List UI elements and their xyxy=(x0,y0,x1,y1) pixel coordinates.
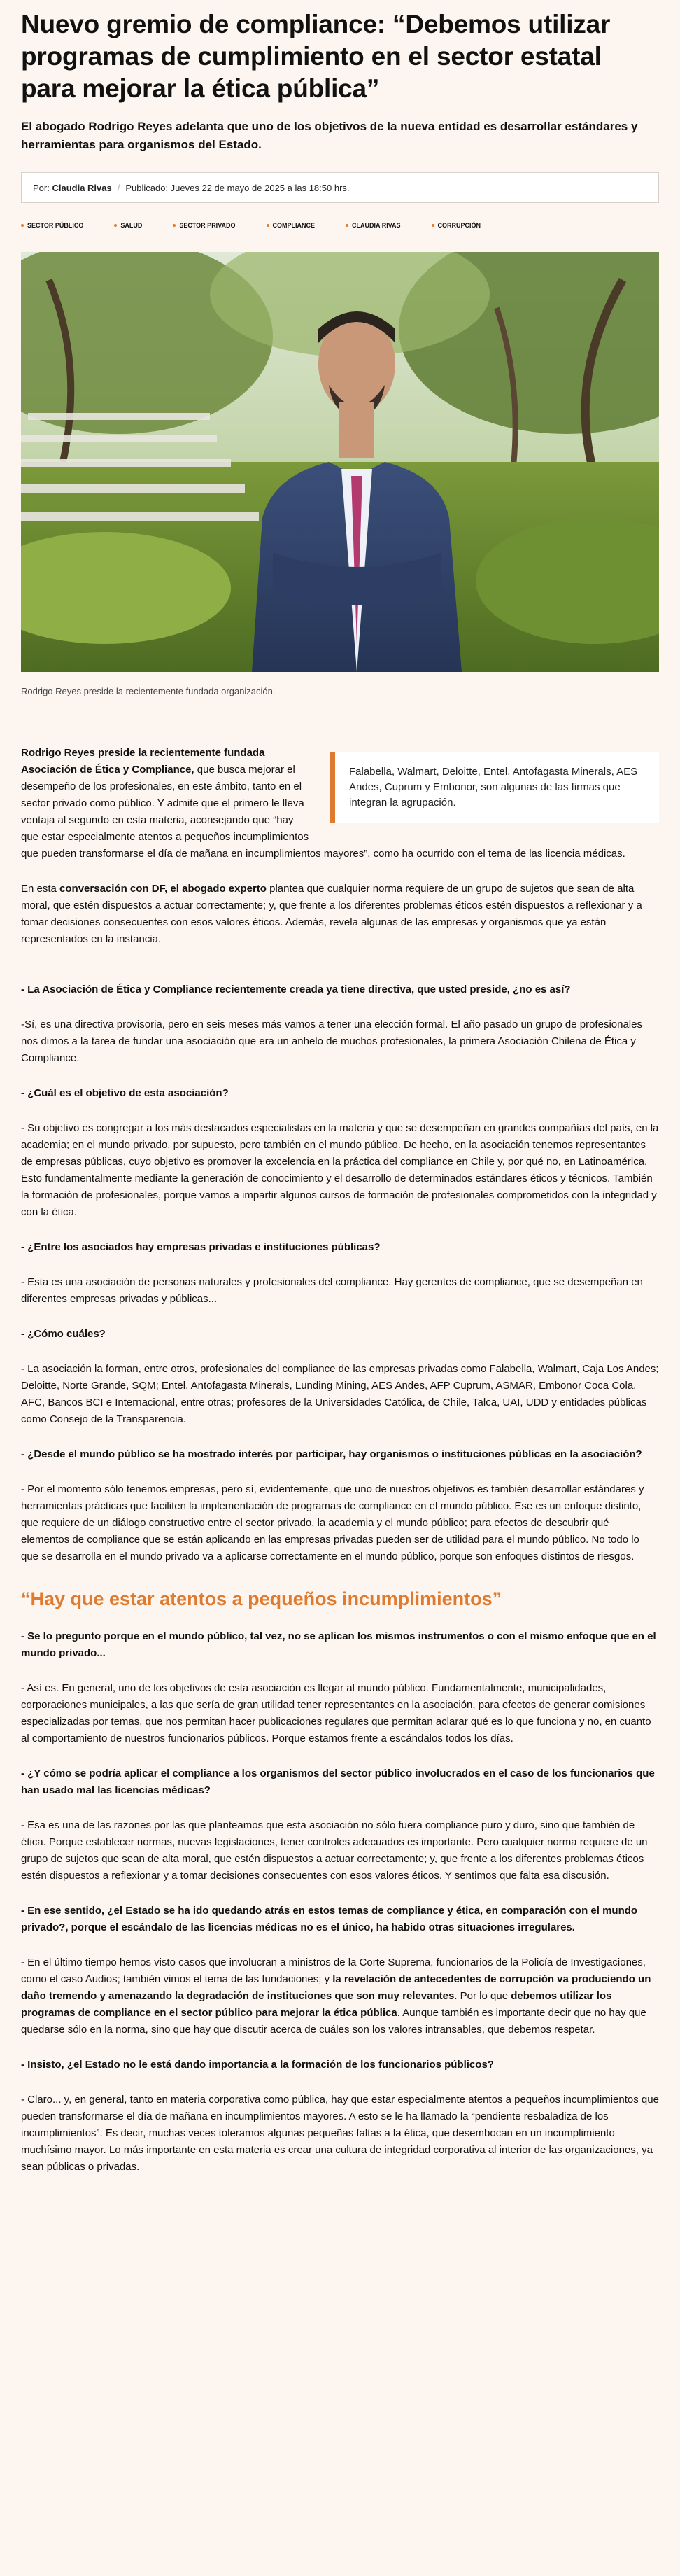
hero-photo xyxy=(21,252,659,672)
tag-sector-privado[interactable]: SECTOR PRIVADO xyxy=(173,222,235,229)
question-1: - La Asociación de Ética y Compliance recientemente creada ya tiene directiva, que usted preside, ¿no es así? xyxy=(21,983,571,995)
image-caption: Rodrigo Reyes preside la recientemente fundada organización. xyxy=(21,686,659,708)
tag-dot-icon xyxy=(346,224,348,227)
byline-separator: / xyxy=(117,182,120,193)
question-8: - En ese sentido, ¿el Estado se ha ido quedando atrás en estos temas de compliance y ética, en comparación con el mundo privado?, porque el escándalo de las licencias médicas no es el único, ha habido otras situaciones irregulares. xyxy=(21,1905,638,1933)
pull-quote: Falabella, Walmart, Deloitte, Entel, Antofagasta Minerals, AES Andes, Cuprum y Embonor, son algunas de las firmas que integran la agrupación. xyxy=(330,752,659,823)
tag-dot-icon xyxy=(432,224,434,227)
tag-dot-icon xyxy=(267,224,269,227)
answer-5: - Por el momento sólo tenemos empresas, pero sí, evidentemente, que uno de nuestros objetivos es también desarrollar estándares y herramientas prácticas que faciliten la implementación de programas de compliance en el mundo público. Ese es un enfoque distinto, que requiere de un diálogo constructivo entre el sector privado, la academia y el mundo público; para efectos de descubrir qué elementos de compliance que se están aplicando en las empresas privadas pueden ser de utilidad para el mundo público. No todo lo que se desarrolla en el mundo privado va a aplicarse correctamente en el mundo público, porque son enfoques distintos de riesgos. xyxy=(21,1483,644,1562)
answer-7: - Esa es una de las razones por las que planteamos que esta asociación no sólo fuera compliance puro y duro, sino que también de ética. Porque establecer normas, nuevas legislaciones, tener controles adecuados es importante. Pero cualquier norma requiere de un grupo de sujetos que sean de alta moral, que estén dispuestos a actuar correctamente; y, que frente a los diferentes problemas éticos estén dispuestos a reflexionar y a tomar decisiones consecuentes con esos valores éticos. Y sentimos que falta esa discusión. xyxy=(21,1819,648,1882)
byline xyxy=(21,172,659,203)
intro-paragraph: Rodrigo Reyes preside la recientemente fundada Asociación de Ética y Compliance, que busca mejorar el desempeño de los profesionales, en este ámbito, tanto en el sector privado como público. Y admite que el primero le lleva ventaja al segundo en esta materia, aconsejando que “hay que estar especialmente atentos a pequeños incumplimientos que pueden transformarse el día de mañana en incumplimientos mayores”, como ha ocurrido con el tema de las licencia médicas. xyxy=(21,747,625,860)
tag-compliance[interactable]: COMPLIANCE xyxy=(267,222,316,229)
question-4: - ¿Cómo cuáles? xyxy=(21,1328,106,1340)
answer-2: - Su objetivo es congregar a los más destacados especialistas en la materia y que se desempeñan en grandes compañías del país, en la academia; en el mundo privado, por supuesto, pero también en el mundo público. De hecho, en la asociación tenemos representantes de empresas públicas, cuyo objetivo es promover la excelencia en la práctica del compliance en Chile y, por qué no, en Latinoamérica. Esto fundamentalmente mediante la generación de conocimiento y el desarrollo de determinados estándares éticos y técnicos. También la formación de profesionales, porque vamos a impartir algunos cursos de formación de profesionales comprometidos con la integridad y con la ética. xyxy=(21,1122,659,1218)
tag-claudia-rivas[interactable]: CLAUDIA RIVAS xyxy=(346,222,401,229)
tag-sector-publico[interactable]: SECTOR PÚBLICO xyxy=(21,222,83,229)
tag-list xyxy=(21,218,659,232)
tag-dot-icon xyxy=(114,224,117,227)
answer-9: - Claro... y, en general, tanto en materia corporativa como pública, hay que estar especialmente atentos a pequeños incumplimientos que pueden transformarse el día de mañana en incumplimientos mayores. A esto se le ha llamado la “pendiente resbaladiza de los incumplimientos”. Es decir, muchas veces toleramos algunas pequeñas faltas a la ética, que desembocan en un incumplimiento muchísimo mayor. Lo más importante en esta materia es crear una cultura de integridad corporativa al interior de las organizaciones, ya sean públicas o privadas. xyxy=(21,2094,659,2173)
tag-dot-icon xyxy=(21,224,24,227)
question-6: - Se lo pregunto porque en el mundo público, tal vez, no se aplican los mismos instrumentos o con el mismo enfoque que en el mundo privado... xyxy=(21,1630,656,1659)
section-heading: “Hay que estar atentos a pequeños incumplimientos” xyxy=(21,1588,502,1609)
answer-1: -Sí, es una directiva provisoria, pero en seis meses más vamos a tener una elección formal. El año pasado un grupo de profesionales nos dimos a la tarea de fundar una asociación que era un anhelo de muchos profesionales, la primera Asociación Chilena de Ética y Compliance. xyxy=(21,1018,642,1064)
tag-salud[interactable]: SALUD xyxy=(114,222,142,229)
tag-dot-icon xyxy=(173,224,176,227)
question-2: - ¿Cuál es el objetivo de esta asociación? xyxy=(21,1087,229,1099)
article-subtitle: El abogado Rodrigo Reyes adelanta que uno de los objetivos de la nueva entidad es desarrollar estándares y herramientas para organismos del Estado. xyxy=(21,120,638,151)
question-7: - ¿Y cómo se podría aplicar el compliance a los organismos del sector público involucrados en el caso de los funcionarios que han usado mal las licencias médicas? xyxy=(21,1768,655,1796)
article-body xyxy=(21,745,659,2176)
answer-6: - Así es. En general, uno de los objetivos de esta asociación es llegar al mundo público. Fundamentalmente, municipalidades, corporaciones municipales, a las que sería de gran utilidad tener representantes en la asociación, para efectos de generar comisiones especializadas por temas, que nos permitan hacer publicaciones regulares que permitan aclarar qué es lo que funciona y no, en cuanto al comportamiento de nuestros funcionarios públicos. Porque estamos frente a escándalos todos los días. xyxy=(21,1682,651,1744)
hero-photo-illustration xyxy=(21,252,659,672)
byline-published: Publicado: Jueves 22 de mayo de 2025 a las 18:50 hrs. xyxy=(125,182,350,193)
question-5: - ¿Desde el mundo público se ha mostrado interés por participar, hay organismos o instituciones públicas en la asociación? xyxy=(21,1448,642,1460)
byline-prefix: Por: xyxy=(33,182,50,193)
byline-author[interactable]: Claudia Rivas xyxy=(52,182,112,193)
article-headline: Nuevo gremio de compliance: “Debemos utilizar programas de cumplimiento en el sector estatal para mejorar la ética pública” xyxy=(21,10,611,103)
question-3: - ¿Entre los asociados hay empresas privadas e instituciones públicas? xyxy=(21,1241,381,1253)
tag-corrupcion[interactable]: CORRUPCIÓN xyxy=(432,222,481,229)
question-9: - Insisto, ¿el Estado no le está dando importancia a la formación de los funcionarios públicos? xyxy=(21,2059,494,2071)
paragraph-2: En esta conversación con DF, el abogado experto plantea que cualquier norma requiere de un grupo de sujetos que sean de alta moral, que estén dispuestos a actuar correctamente; y, que frente a los diferentes problemas éticos estén dispuestos a reflexionar y a tomar decisiones consecuentes con esos valores éticos. Además, revela algunas de las empresas y organismos que ya están representados en la instancia. xyxy=(21,883,642,945)
answer-8: - En el último tiempo hemos visto casos que involucran a ministros de la Corte Suprema, funcionarios de la Policía de Investigaciones, como el caso Audios; también vimos el tema de las fundaciones; y la revelación de antecedentes de corrupción va produciendo un daño tremendo y amenazando la degradación de instituciones que son muy relevantes. Por lo que debemos utilizar los programas de compliance en el sector público para mejorar la ética pública. Aunque también es importante decir que no hay que quedarse sólo en la norma, sino que hay que discutir acerca de cuáles son los valores intransables, que debemos respetar. xyxy=(21,1956,651,2036)
answer-3: - Esta es una asociación de personas naturales y profesionales del compliance. Hay gerentes de compliance, que se desempeñan en diferentes empresas privadas y públicas... xyxy=(21,1276,643,1305)
answer-4: - La asociación la forman, entre otros, profesionales del compliance de las empresas privadas como Falabella, Walmart, Caja Los Andes; Deloitte, Norte Grande, SQM; Entel, Antofagasta Minerals, Lunding Mining, AES Andes, AFP Cuprum, ASMAR, Embonor Coca Cola, AFC, Bancos BCI e Internacional, entre otras; profesores de la Universidades Católica, de Chile, Talca, UAI, UDD y entidades públicas como Consejo de la Transparencia. xyxy=(21,1363,659,1425)
